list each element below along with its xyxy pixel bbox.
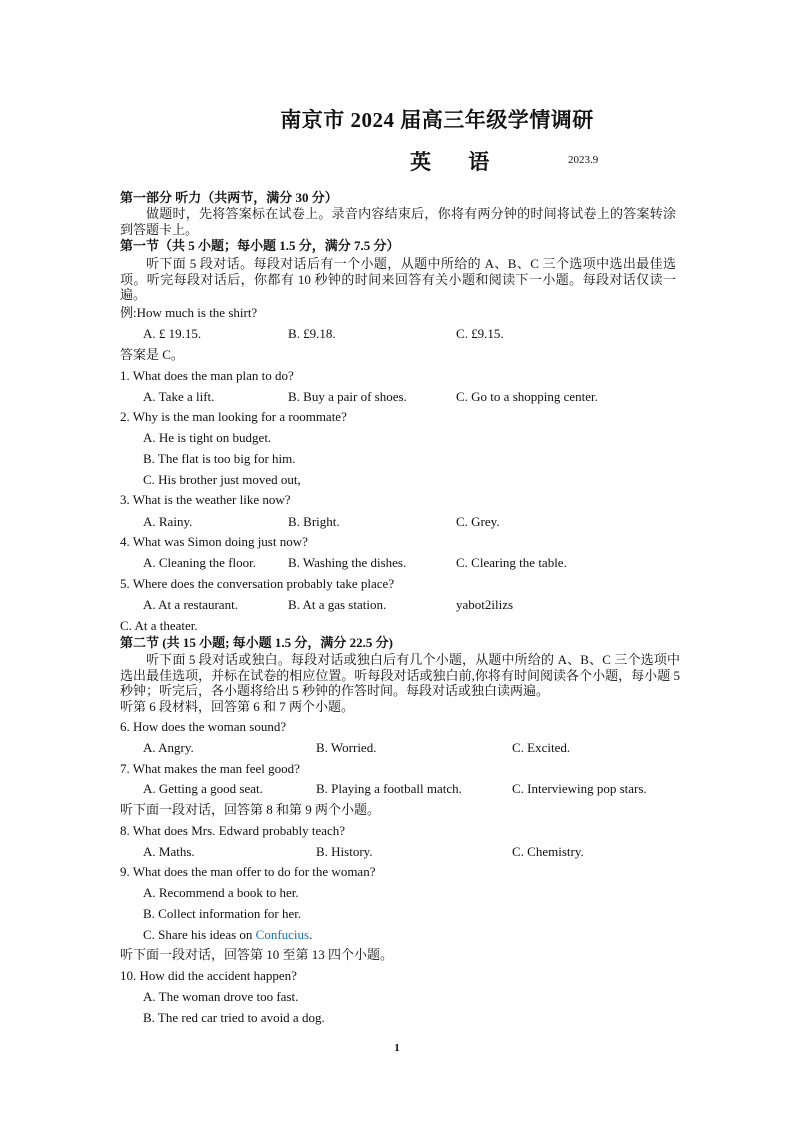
q3-option-b: B. Bright.	[288, 514, 340, 529]
q4-option-a: A. Cleaning the floor.	[143, 555, 257, 570]
q4-option-c: C. Clearing the table.	[456, 555, 567, 570]
watermark-text: yabot2ilizs	[456, 597, 514, 612]
part1-intro: 做题时，先将答案标在试卷上。录音内容结束后，你将有两分钟的时间将试卷上的答案转涂到答题卡上。	[120, 206, 676, 237]
q6-option-c: C. Excited.	[512, 740, 571, 755]
question-5: 5. Where does the conversation probably take place?	[120, 576, 395, 591]
q9-option-c-period: .	[309, 927, 313, 942]
q1-option-b: B. Buy a pair of shoes.	[288, 389, 407, 404]
q8-option-a: A. Maths.	[143, 844, 195, 859]
note-q8: 听下面一段对话，回答第 8 和第 9 两个小题。	[120, 802, 381, 817]
exam-date: 2023.9	[568, 154, 599, 166]
q6-option-b: B. Worried.	[316, 740, 377, 755]
example-option-b: B. £9.18.	[288, 326, 336, 341]
example-question: 例:How much is the shirt?	[120, 305, 258, 320]
q8-option-b: B. History.	[316, 844, 373, 859]
exam-subject: 英 语	[410, 150, 506, 174]
q2-option-c: C. His brother just moved out,	[143, 472, 301, 487]
q6-option-a: A. Angry.	[143, 740, 194, 755]
question-9: 9. What does the man offer to do for the woman?	[120, 864, 376, 879]
section1-heading: 第一节（共 5 小题；每小题 1.5 分，满分 7.5 分）	[120, 238, 400, 253]
question-8: 8. What does Mrs. Edward probably teach?	[120, 823, 346, 838]
part1-heading: 第一部分 听力（共两节，满分 30 分）	[120, 190, 338, 205]
q9-option-c	[143, 927, 312, 943]
note-q6: 听第 6 段材料，回答第 6 和 7 两个小题。	[120, 699, 355, 714]
q5-option-a: A. At a restaurant.	[143, 597, 238, 612]
section1-instructions: 听下面 5 段对话。每段对话后有一个小题，从题中所给的 A、B、C 三个选项中选出最佳选项。听完每段对话后，你都有 10 秒钟的时间来回答有关小题和阅读下一小题。每段对话仅读一遍。	[120, 256, 676, 302]
q2-option-b: B. The flat is too big for him.	[143, 451, 296, 466]
section2-instructions: 听下面 5 段对话或独白。每段对话或独白后有几个小题，从题中所给的 A、B、C 三个选项中选出最佳选项，并标在试卷的相应位置。听每段对话或独白前,你将有时间阅读各个小题，每小题 5 秒钟；听完后，各小题将给出 5 秒钟的作答时间。每段对话或独白读两遍。	[120, 652, 680, 698]
q9-option-a: A. Recommend a book to her.	[143, 885, 299, 900]
question-10: 10. How did the accident happen?	[120, 968, 297, 983]
question-2: 2. Why is the man looking for a roommate?	[120, 409, 347, 424]
q8-option-c: C. Chemistry.	[512, 844, 584, 859]
q5-option-c: C. At a theater.	[120, 618, 198, 633]
example-answer: 答案是 C。	[120, 347, 184, 362]
example-option-a: A. £ 19.15.	[143, 326, 202, 341]
note-q10: 听下面一段对话，回答第 10 至第 13 四个小题。	[120, 947, 394, 962]
q1-option-a: A. Take a lift.	[143, 389, 215, 404]
q9-option-b: B. Collect information for her.	[143, 906, 302, 921]
q10-option-b: B. The red car tried to avoid a dog.	[143, 1010, 325, 1025]
q2-option-a: A. He is tight on budget.	[143, 430, 272, 445]
q3-option-a: A. Rainy.	[143, 514, 193, 529]
q9-option-c-text: C. Share his ideas on	[143, 927, 256, 942]
question-7: 7. What makes the man feel good?	[120, 761, 300, 776]
q7-option-b: B. Playing a football match.	[316, 781, 462, 796]
q7-option-c: C. Interviewing pop stars.	[512, 781, 647, 796]
question-3: 3. What is the weather like now?	[120, 492, 291, 507]
q3-option-c: C. Grey.	[456, 514, 500, 529]
section2-heading: 第二节 (共 15 小题; 每小题 1.5 分，满分 22.5 分)	[120, 635, 393, 650]
question-6: 6. How does the woman sound?	[120, 719, 287, 734]
q7-option-a: A. Getting a good seat.	[143, 781, 263, 796]
q5-option-b: B. At a gas station.	[288, 597, 387, 612]
confucius-link[interactable]: Confucius	[255, 927, 310, 942]
q4-option-b: B. Washing the dishes.	[288, 555, 407, 570]
question-4: 4. What was Simon doing just now?	[120, 534, 308, 549]
page-number: 1	[394, 1042, 400, 1054]
question-1: 1. What does the man plan to do?	[120, 368, 294, 383]
q1-option-c: C. Go to a shopping center.	[456, 389, 598, 404]
example-option-c: C. £9.15.	[456, 326, 504, 341]
exam-title: 南京市 2024 届高三年级学情调研	[280, 108, 594, 132]
q10-option-a: A. The woman drove too fast.	[143, 989, 299, 1004]
